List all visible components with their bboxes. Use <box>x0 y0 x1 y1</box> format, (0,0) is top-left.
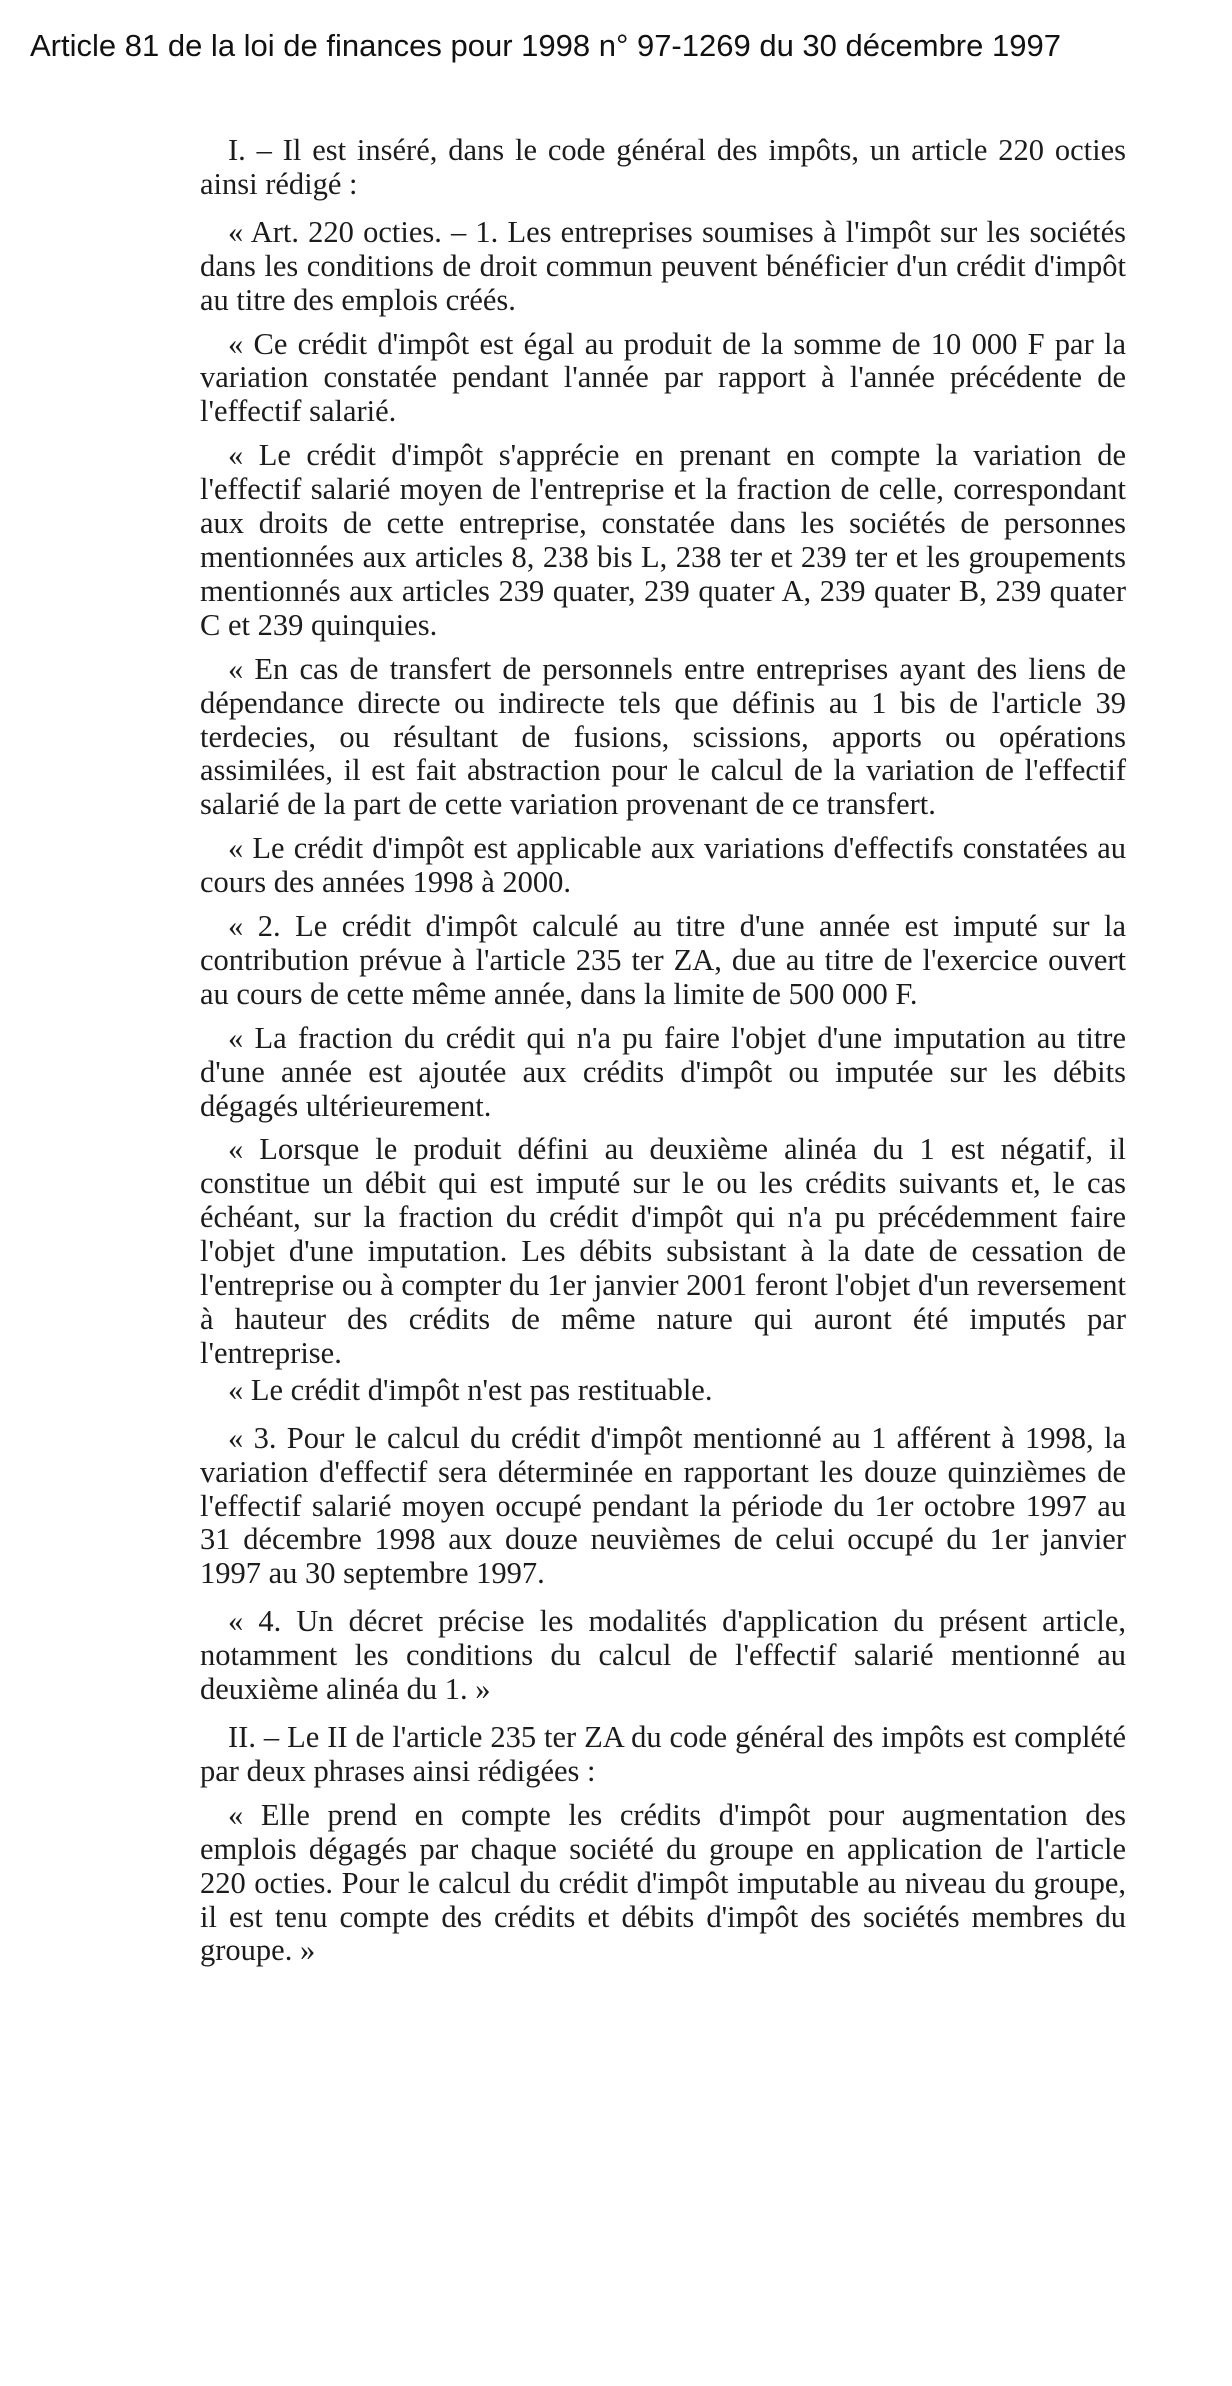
paragraph-2: « Art. 220 octies. – 1. Les entreprises soumises à l'impôt sur les sociétés dans les conditions de droit commun peuvent bénéficier d'un crédit d'impôt au titre des emplois créés. <box>200 214 1126 317</box>
paragraph-8: « La fraction du crédit qui n'a pu faire l'objet d'une imputation au titre d'une année est ajoutée aux crédits d'impôt ou imputée sur les débits dégagés ultérieurement. <box>200 1020 1126 1123</box>
paragraph-1: I. – Il est inséré, dans le code général des impôts, un article 220 octies ainsi rédigé : <box>200 133 1126 201</box>
paragraph-3: « Ce crédit d'impôt est égal au produit de la somme de 10 000 F par la variation constatée pendant l'année par rapport à l'année précédente de l'effectif salarié. <box>200 326 1126 429</box>
article-body <box>200 134 1126 1978</box>
page-title: Article 81 de la loi de finances pour 1998 n° 97-1269 du 30 décembre 1997 <box>30 28 1061 63</box>
paragraph-10: « Le crédit d'impôt n'est pas restituable. <box>228 1372 713 1407</box>
paragraph-12: « 4. Un décret précise les modalités d'application du présent article, notamment les conditions du calcul de l'effectif salarié mentionné au deuxième alinéa du 1. » <box>200 1604 1126 1707</box>
paragraph-5: « En cas de transfert de personnels entre entreprises ayant des liens de dépendance directe ou indirecte tels que définis au 1 bis de l'article 39 terdecies, ou résultant de fusions, scissions, apports ou opérations assimilées, il est fait abstraction pour le calcul de la variation de l'effectif salarié de la part de cette variation provenant de ce transfert. <box>200 651 1126 822</box>
paragraph-4: « Le crédit d'impôt s'apprécie en prenant en compte la variation de l'effectif salarié moyen de l'entreprise et la fraction de celle, correspondant aux droits de cette entreprise, constatée dans les sociétés de personnes mentionnées aux articles 8, 238 bis L, 238 ter et 239 ter et les groupements mentionnés aux articles 239 quater, 239 quater A, 239 quater B, 239 quater C et 239 quinquies. <box>200 438 1126 642</box>
paragraph-14: « Elle prend en compte les crédits d'impôt pour augmentation des emplois dégagés par chaque société du groupe en application de l'article 220 octies. Pour le calcul du crédit d'impôt imputable au niveau du groupe, il est tenu compte des crédits et débits d'impôt des sociétés membres du groupe. » <box>200 1797 1126 1968</box>
paragraph-9: « Lorsque le produit défini au deuxième alinéa du 1 est négatif, il constitue un débit qui est imputé sur le ou les crédits suivants et, le cas échéant, sur la fraction du crédit d'impôt qui n'a pu précédemment faire l'objet d'une imputation. Les débits subsistant à la date de cessation de l'entreprise ou à compter du 1er janvier 2001 feront l'objet d'un reversement à hauteur des crédits de même nature qui auront été imputés par l'entreprise. <box>200 1132 1126 1370</box>
paragraph-13: II. – Le II de l'article 235 ter ZA du code général des impôts est complété par deux phrases ainsi rédigées : <box>200 1719 1126 1788</box>
paragraph-11: « 3. Pour le calcul du crédit d'impôt mentionné au 1 afférent à 1998, la variation d'effectif sera déterminée en rapportant les douze quinzièmes de l'effectif salarié moyen occupé pendant la période du 1er octobre 1997 au 31 décembre 1998 aux douze neuvièmes de celui occupé du 1er janvier 1997 au 30 septembre 1997. <box>200 1420 1126 1591</box>
paragraph-7: « 2. Le crédit d'impôt calculé au titre d'une année est imputé sur la contribution prévue à l'article 235 ter ZA, due au titre de l'exercice ouvert au cours de cette même année, dans la limite de 500 000 F. <box>200 909 1126 1011</box>
paragraph-6: « Le crédit d'impôt est applicable aux variations d'effectifs constatées au cours des années 1998 à 2000. <box>200 831 1126 900</box>
